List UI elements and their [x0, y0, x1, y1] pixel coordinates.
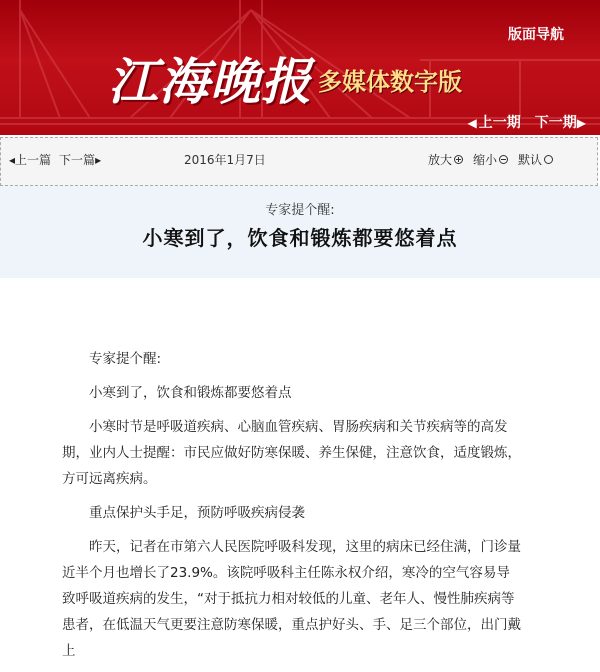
prev-issue-label: 上一期 [478, 115, 521, 131]
article-subheading: 重点保护头手足，预防呼吸疾病侵袭 [89, 505, 305, 521]
page-navigation-link[interactable]: 版面导航 [508, 27, 564, 43]
edition-subtitle: 多媒体数字版 [318, 68, 462, 96]
article-title-area [0, 186, 600, 278]
article-body [62, 346, 522, 672]
zoom-default-label: 默认 [517, 153, 542, 167]
arrow-left-icon: ◀ [467, 116, 477, 130]
next-article-link[interactable] [59, 151, 101, 168]
caret-left-icon: ◂ [9, 153, 16, 167]
next-issue-link[interactable] [535, 112, 588, 132]
zoom-out-label: 缩小 [472, 153, 497, 167]
zoom-controls [428, 151, 553, 168]
circle-icon [544, 155, 553, 164]
article-paragraph: 昨天，记者在市第六人民医院呼吸科发现，这里的病床已经住满，门诊量近半个月也增长了23.9%。该院呼吸科主任陈永权介绍，寒冷的空气容易导致呼吸道疾病的发生，“对于抵抗力相对较低的儿童、老年人、慢性肺疾病等患者，在低温天气更要注意防寒保暖，重点护好头、手、足三个部位，出门戴上 [62, 539, 521, 659]
next-issue-label: 下一期 [534, 115, 577, 131]
newspaper-logo: 江海晚报 [108, 52, 312, 111]
article-toolbar [0, 137, 598, 186]
next-article-label: 下一篇 [59, 153, 96, 167]
article-pager [9, 151, 101, 168]
prev-issue-link[interactable] [468, 112, 521, 132]
zoom-in-button[interactable] [428, 151, 463, 168]
arrow-right-icon: ▶ [576, 116, 586, 130]
article-kicker: 专家提个醒: [265, 203, 335, 218]
zoom-in-label: 放大 [427, 153, 452, 167]
header-banner [0, 0, 600, 135]
article-line: 专家提个醒: [89, 351, 162, 367]
article-headline: 小寒到了，饮食和锻炼都要悠着点 [142, 226, 458, 250]
prev-article-label: 上一篇 [15, 153, 52, 167]
zoom-out-button[interactable] [473, 151, 508, 168]
zoom-default-button[interactable] [518, 151, 553, 168]
article-line: 小寒到了，饮食和锻炼都要悠着点 [89, 385, 292, 401]
prev-article-link[interactable] [9, 151, 51, 168]
caret-right-icon: ▸ [95, 153, 102, 167]
minus-circle-icon [499, 155, 508, 164]
plus-circle-icon [454, 155, 463, 164]
article-paragraph: 小寒时节是呼吸道疾病、心脑血管疾病、胃肠疾病和关节疾病等的高发期，业内人士提醒：市民应做好防寒保暖、养生保健，注意饮食，适度锻炼，方可远离疾病。 [62, 419, 521, 487]
issue-navigation [468, 112, 588, 132]
issue-date: 2016年1月7日 [184, 153, 266, 167]
